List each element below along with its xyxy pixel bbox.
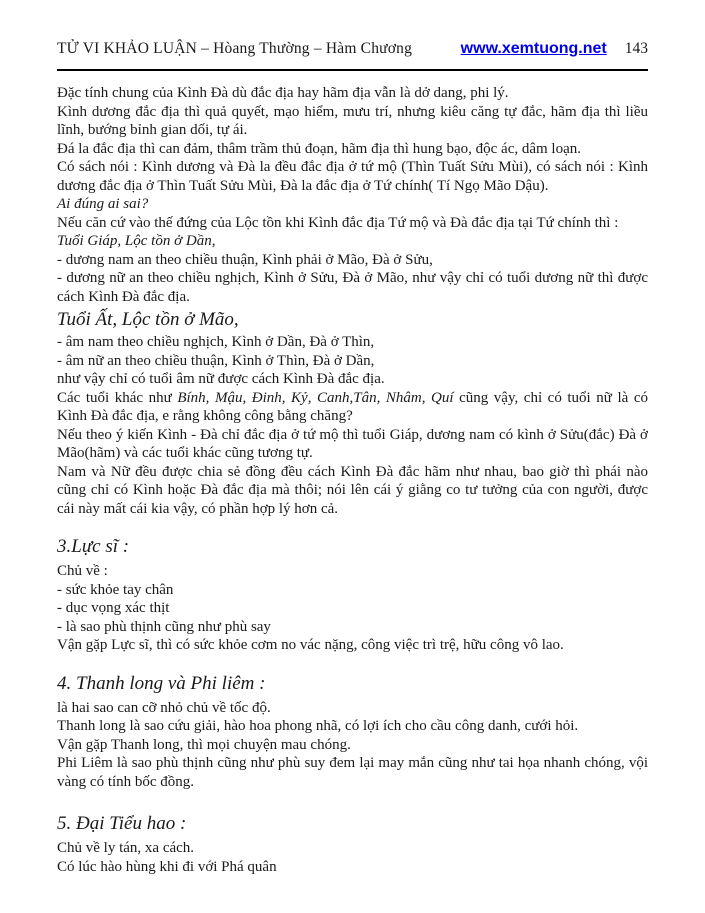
heading-thanh-long: 4. Thanh long và Phi liêm : (57, 672, 266, 694)
subheading-tuoi-at: Tuổi Ất, Lộc tồn ở Mão, (57, 309, 239, 330)
paragraph-van-gap-thanh-long: Vận gặp Thanh long, thì mọi chuyện mau chóng. (57, 736, 351, 753)
website-link[interactable]: www.xemtuong.net (460, 40, 607, 57)
line-at-am-nam: - âm nam theo chiều nghịch, Kình ở Dần, Đà ở Thìn, (57, 334, 375, 350)
list-item-phu-thinh: - là sao phù thịnh cũng như phù say (57, 618, 271, 635)
paragraph-neu-can-cu: Nếu căn cứ vào thế đứng của Lộc tồn khi Kình đắc địa Tứ mộ và Đà đắc địa tại Tứ chính thì : (57, 214, 619, 231)
document-content (57, 71, 648, 876)
paragraph-kinh-duong: Kình dương đắc địa thì quả quyết, mạo hiểm, mưu trí, nhưng kiêu căng tự đắc, hãm địa thì liều lĩnh, bướng bỉnh gian dối, tự ái. (57, 103, 648, 138)
header-right-group (461, 40, 648, 58)
paragraph-question: Ai đúng ai sai? (57, 196, 149, 212)
list-item-suc-khoe: - sức khỏe tay chân (57, 581, 174, 598)
paragraph-da-la: Đá la đắc địa thì can đảm, thâm trầm thủ đoạn, hãm địa thì hung bạo, độc ác, dâm loạn. (57, 140, 582, 157)
document-title: TỬ VI KHẢO LUẬN – Hòang Thường – Hàm Chương (57, 40, 413, 57)
heading-dai-tieu-hao: 5. Đại Tiểu hao : (57, 813, 187, 834)
paragraph-kinh-da-general: Đặc tính chung của Kình Đà dù đắc địa hay hãm địa vẫn là dở dang, phi lý. (57, 85, 509, 101)
paragraph-nam-va-nu: Nam và Nữ đều được chia sẻ đồng đều cách Kình Đà đắc hãm như nhau, bao giờ thì phái nào cũng chỉ có Kình hoặc Đà đắc địa mà thôi; nói lên cái ý giằng co tư tưởng của con người, được cái này mất cái kia vậy, có phần hợp lý hơn cả. (57, 463, 648, 517)
paragraph-thanh-long-intro: là hai sao can cỡ nhỏ chủ về tốc độ. (57, 699, 271, 716)
subheading-tuoi-giap: Tuổi Giáp, Lộc tồn ở Dần, (57, 233, 216, 249)
section-dai-tieu-hao (57, 811, 648, 876)
other-ages-prefix: Các tuổi khác như (57, 389, 178, 406)
line-at-am-nu: - âm nữ an theo chiều thuận, Kình ở Thìn, Đà ở Dần, (57, 352, 375, 369)
paragraph-phi-liem: Phi Liêm là sao phù thịnh cũng như phù suy đem lại may mắn cũng như tai họa nhanh chóng, vội vàng có tính bốc đồng. (57, 755, 648, 790)
paragraph-other-ages (57, 389, 648, 426)
other-ages-suffix: cũng vậy, chỉ có tuổi nữ là có Kình Đà đắc địa, e rằng không công bằng chăng? (57, 389, 648, 424)
page-number: 143 (624, 40, 648, 57)
paragraph-hao-pha-quan: Có lúc hào hùng khi đi với Phá quân (57, 858, 277, 875)
heading-luc-si: 3.Lực sĩ : (57, 536, 130, 557)
section-kinh-da (57, 84, 648, 518)
other-ages-names: Bính, Mậu, Đinh, Kỷ, Canh,Tân, Nhâm, Quí (177, 389, 454, 406)
line-at-conclusion: như vậy chỉ có tuổi âm nữ được cách Kình Đà đắc địa. (57, 371, 385, 387)
page-header (57, 40, 648, 71)
section-luc-si (57, 534, 648, 655)
paragraph-hao-chu-ve: Chủ về ly tán, xa cách. (57, 840, 195, 856)
paragraph-van-gap-luc-si: Vận gặp Lực sĩ, thì có sức khỏe cơm no vác nặng, công việc trì trệ, hữu công vô lao. (57, 637, 564, 653)
paragraph-thanh-long-cuu-giai: Thanh long là sao cứu giải, hào hoa phong nhã, có lợi ích cho cầu công danh, cưới hỏi. (57, 718, 579, 734)
line-giap-duong-nu: - dương nữ an theo chiều nghịch, Kình ở Sửu, Đà ở Mão, như vậy chỉ có tuổi dương nữ thì được cách Kình Đà đắc địa. (57, 270, 648, 305)
section-thanh-long (57, 671, 648, 792)
paragraph-co-sach-noi: Có sách nói : Kình dương và Đà la đều đắc địa ở tứ mộ (Thìn Tuất Sửu Mùi), có sách nói : Kình dương đắc địa ở Thìn Tuất Sửu Mùi, Đà la đắc địa ở Tứ chính( Tí Ngọ Mão Dậu). (57, 159, 648, 194)
line-giap-duong-nam: - dương nam an theo chiều thuận, Kình phải ở Mão, Đà ở Sửu, (57, 251, 433, 268)
paragraph-luc-si-chu-ve: Chủ về : (57, 563, 108, 579)
paragraph-neu-theo-y-kien: Nếu theo ý kiến Kình - Đà chỉ đắc địa ở tứ mộ thì tuổi Giáp, dương nam có kình ở Sửu(đắc) Đà ở Mão(hãm) và các tuổi khác cũng tương tự. (57, 426, 648, 461)
list-item-duc-vong: - dục vọng xác thịt (57, 600, 170, 616)
